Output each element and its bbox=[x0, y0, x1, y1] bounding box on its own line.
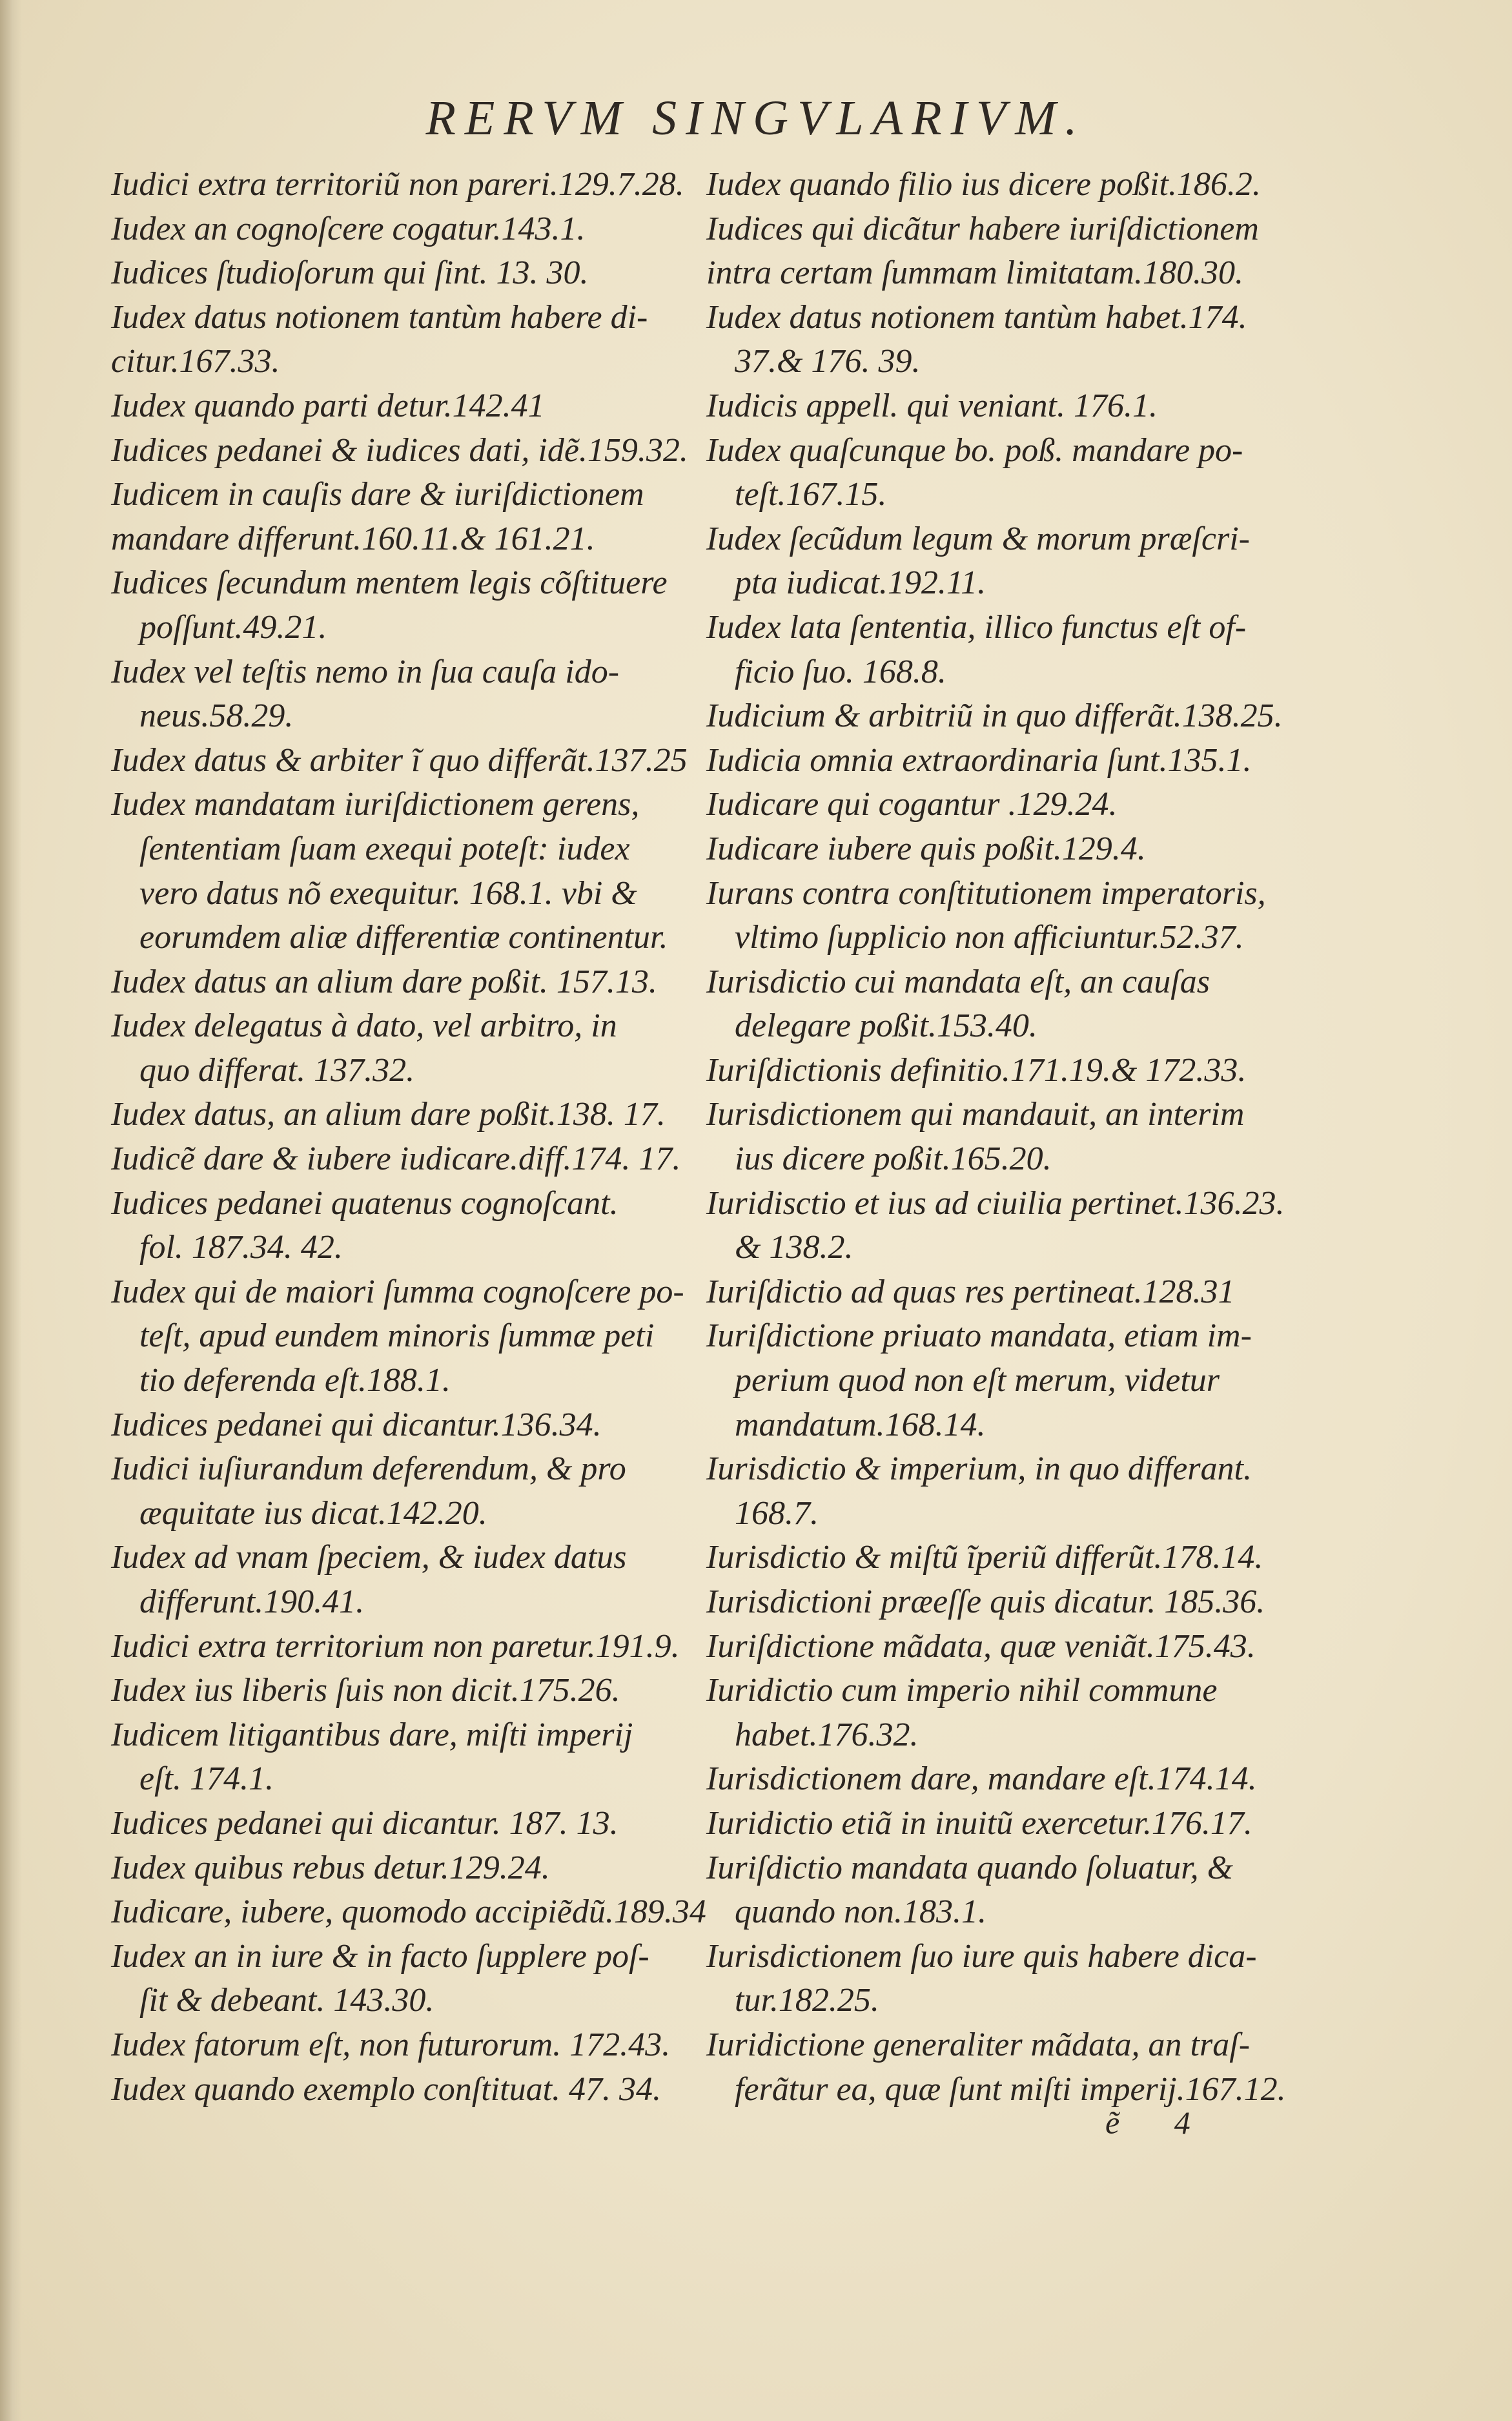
index-entry-line: Iudices pedanei qui dicantur.136.34. bbox=[111, 1406, 602, 1443]
index-entry-line: Iudex vel teſtis nemo in ſua cauſa ido- bbox=[111, 653, 620, 690]
index-entry-line: Iuridisctio et ius ad ciuilia pertinet.136.23. bbox=[706, 1184, 1285, 1222]
index-entry-line: Iudex ad vnam ſpeciem, & iudex datus bbox=[111, 1539, 627, 1576]
index-entry-line: Iudex datus notionem tantùm habet.174. bbox=[706, 298, 1247, 336]
index-entry-line: tur.182.25. bbox=[735, 1982, 879, 2019]
index-entry-line: Iurisdictionem dare, mandare eſt.174.14. bbox=[706, 1760, 1257, 1798]
index-entry-line: intra certam ſummam limitatam.180.30. bbox=[706, 254, 1243, 292]
index-entry-line: poſſunt.49.21. bbox=[139, 608, 327, 646]
signature-mark: ẽ 4 bbox=[1105, 2105, 1214, 2141]
running-header: RERVM SINGVLARIVM. bbox=[425, 91, 1087, 145]
index-entry-line: Iurisdictio & miſtũ ĩperiũ differũt.178.14. bbox=[706, 1539, 1263, 1576]
index-entry-line: Iurisdictio cui mandata eſt, an cauſas bbox=[706, 963, 1210, 1000]
index-entry-line: Iudices pedanei qui dicantur. 187. 13. bbox=[111, 1804, 618, 1842]
index-entry-line: teſt, apud eundem minoris ſummæ peti bbox=[139, 1317, 655, 1355]
index-entry-line: Iuriſdictione priuato mandata, etiam im- bbox=[706, 1317, 1252, 1355]
index-entry-line: Iuriſdictionis definitio.171.19.& 172.33. bbox=[706, 1051, 1247, 1089]
index-entry-line: Iuridictio cum imperio nihil commune bbox=[706, 1672, 1218, 1709]
index-entry-line: Iudicare iubere quis poßit.129.4. bbox=[706, 830, 1146, 867]
index-entry-line: eſt. 174.1. bbox=[139, 1760, 274, 1798]
index-entry-line: Iudex quando exemplo conſtituat. 47. 34. bbox=[111, 2070, 662, 2108]
index-entry-line: Iudici iuſiurandum deferendum, & pro bbox=[111, 1450, 626, 1488]
index-entry-line: mandare differunt.160.11.& 161.21. bbox=[111, 520, 595, 557]
index-entry-line: Iuriſdictio mandata quando ſoluatur, & bbox=[706, 1849, 1234, 1886]
index-column-right bbox=[706, 163, 1286, 2112]
index-entry-line: Iudicare qui cogantur .129.24. bbox=[706, 786, 1118, 823]
index-entry-line: vltimo ſupplicio non afficiuntur.52.37. bbox=[735, 919, 1244, 956]
index-entry-line: Iudex an in iure & in facto ſupplere poſ- bbox=[111, 1937, 649, 1975]
index-entry-line: mandatum.168.14. bbox=[735, 1406, 986, 1443]
index-entry-line: Iudex lata ſententia, illico functus eſt of- bbox=[706, 608, 1247, 646]
index-entry-line: Iudicem litigantibus dare, miſti imperij bbox=[111, 1716, 633, 1753]
index-entry-line: Iurisdictionem ſuo iure quis habere dica- bbox=[706, 1937, 1257, 1975]
index-entry-line: perium quod non eſt merum, videtur bbox=[735, 1362, 1220, 1399]
index-entry-line: Iudex an cognoſcere cogatur.143.1. bbox=[111, 210, 586, 247]
index-entry-line: Iudex quando parti detur.142.41 bbox=[111, 387, 545, 424]
index-entry-line: Iurisdictioni præeſſe quis dicatur. 185.36. bbox=[706, 1583, 1265, 1620]
index-entry-line: fol. 187.34. 42. bbox=[139, 1229, 343, 1266]
index-entry-line: Iudex quaſcunque bo. poß. mandare po- bbox=[706, 431, 1243, 469]
index-entry-line: teſt.167.15. bbox=[735, 476, 887, 513]
index-entry-line: 37.& 176. 39. bbox=[735, 343, 921, 380]
index-entry-line: Iuridictio etiã in inuitũ exercetur.176.17. bbox=[706, 1804, 1252, 1842]
index-entry-line: & 138.2. bbox=[735, 1229, 853, 1266]
index-entry-line: ſententiam ſuam exequi poteſt: iudex bbox=[139, 830, 630, 867]
index-entry-line: quo differat. 137.32. bbox=[139, 1051, 415, 1089]
index-entry-line: Iudices qui dicãtur habere iuriſdictionem bbox=[706, 210, 1259, 247]
index-entry-line: Iudicium & arbitriũ in quo differãt.138.25. bbox=[706, 697, 1283, 735]
index-entry-line: ius dicere poßit.165.20. bbox=[735, 1140, 1052, 1178]
index-entry-line: Iudicia omnia extraordinaria ſunt.135.1. bbox=[706, 741, 1252, 779]
index-entry-line: Iudices ſtudioſorum qui ſint. 13. 30. bbox=[111, 254, 589, 292]
index-entry-line: Iudex delegatus à dato, vel arbitro, in bbox=[111, 1007, 617, 1045]
index-entry-line: 168.7. bbox=[735, 1494, 819, 1532]
index-entry-line: vero datus nõ exequitur. 168.1. vbi & bbox=[139, 874, 637, 912]
index-entry-line: Iudex fatorum eſt, non futurorum. 172.43. bbox=[111, 2026, 671, 2063]
index-entry-line: Iudex datus notionem tantùm habere di- bbox=[111, 298, 648, 336]
index-entry-line: Iuridictione generaliter mãdata, an traſ- bbox=[706, 2026, 1251, 2063]
index-entry-line: ferãtur ea, quæ ſunt miſti imperij.167.12. bbox=[735, 2070, 1286, 2108]
index-entry-line: Iuriſdictio ad quas res pertineat.128.31 bbox=[706, 1273, 1235, 1310]
index-entry-line: Iudex ius liberis ſuis non dicit.175.26. bbox=[111, 1672, 620, 1709]
page-gutter-shadow bbox=[0, 0, 22, 2421]
index-entry-line: Iudices ſecundum mentem legis cõſtituere bbox=[111, 564, 668, 602]
index-entry-line: Iudicare, iubere, quomodo accipiẽdũ.189.34 bbox=[111, 1893, 706, 1931]
index-entry-line: delegare poßit.153.40. bbox=[735, 1007, 1037, 1045]
index-entry-line: Iudicẽ dare & iubere iudicare.diff.174. 17. bbox=[111, 1140, 681, 1178]
index-entry-line: Iurisdictionem qui mandauit, an interim bbox=[706, 1096, 1245, 1133]
index-entry-line: Iudex datus & arbiter ĩ quo differãt.137.25 bbox=[111, 741, 688, 779]
index-entry-line: Iudices pedanei & iudices dati, idẽ.159.32. bbox=[111, 431, 688, 469]
index-entry-line: Iudicem in cauſis dare & iuriſdictionem bbox=[111, 476, 644, 513]
index-entry-line: Iudex quando filio ius dicere poßit.186.2. bbox=[706, 166, 1261, 203]
index-entry-line: tio deferenda eſt.188.1. bbox=[139, 1362, 451, 1399]
index-entry-line: ſit & debeant. 143.30. bbox=[139, 1982, 434, 2019]
index-entry-line: Iudex datus an alium dare poßit. 157.13. bbox=[111, 963, 657, 1000]
index-entry-line: Iurans contra conſtitutionem imperatoris, bbox=[706, 874, 1266, 912]
index-column-left bbox=[111, 163, 706, 2112]
index-entry-line: neus.58.29. bbox=[139, 697, 294, 735]
index-entry-line: quando non.183.1. bbox=[735, 1893, 986, 1931]
index-entry-line: Iurisdictio & imperium, in quo differant. bbox=[706, 1450, 1252, 1488]
index-entry-line: differunt.190.41. bbox=[139, 1583, 365, 1620]
index-entry-line: citur.167.33. bbox=[111, 343, 280, 380]
index-entry-line: Iudici extra territorium non paretur.191.9. bbox=[111, 1627, 680, 1665]
index-entry-line: ficio ſuo. 168.8. bbox=[735, 653, 946, 690]
index-entry-line: æquitate ius dicat.142.20. bbox=[139, 1494, 487, 1532]
index-entry-line: Iudex datus, an alium dare poßit.138. 17. bbox=[111, 1096, 666, 1133]
index-entry-line: Iudex qui de maiori ſumma cognoſcere po- bbox=[111, 1273, 684, 1310]
index-entry-line: eorumdem aliæ differentiæ continentur. bbox=[139, 919, 668, 956]
index-entry-line: Iudex quibus rebus detur.129.24. bbox=[111, 1849, 550, 1886]
index-entry-line: Iudicis appell. qui veniant. 176.1. bbox=[706, 387, 1158, 424]
index-entry-line: Iuriſdictione mãdata, quæ veniãt.175.43. bbox=[706, 1627, 1256, 1665]
index-entry-line: pta iudicat.192.11. bbox=[735, 564, 986, 602]
index-entry-line: Iudices pedanei quatenus cognoſcant. bbox=[111, 1184, 618, 1222]
index-entry-line: Iudex mandatam iuriſdictionem gerens, bbox=[111, 786, 640, 823]
index-entry-line: Iudex ſecũdum legum & morum præſcri- bbox=[706, 520, 1250, 557]
index-entry-line: habet.176.32. bbox=[735, 1716, 919, 1753]
index-entry-line: Iudici extra territoriũ non pareri.129.7.28. bbox=[111, 166, 684, 203]
